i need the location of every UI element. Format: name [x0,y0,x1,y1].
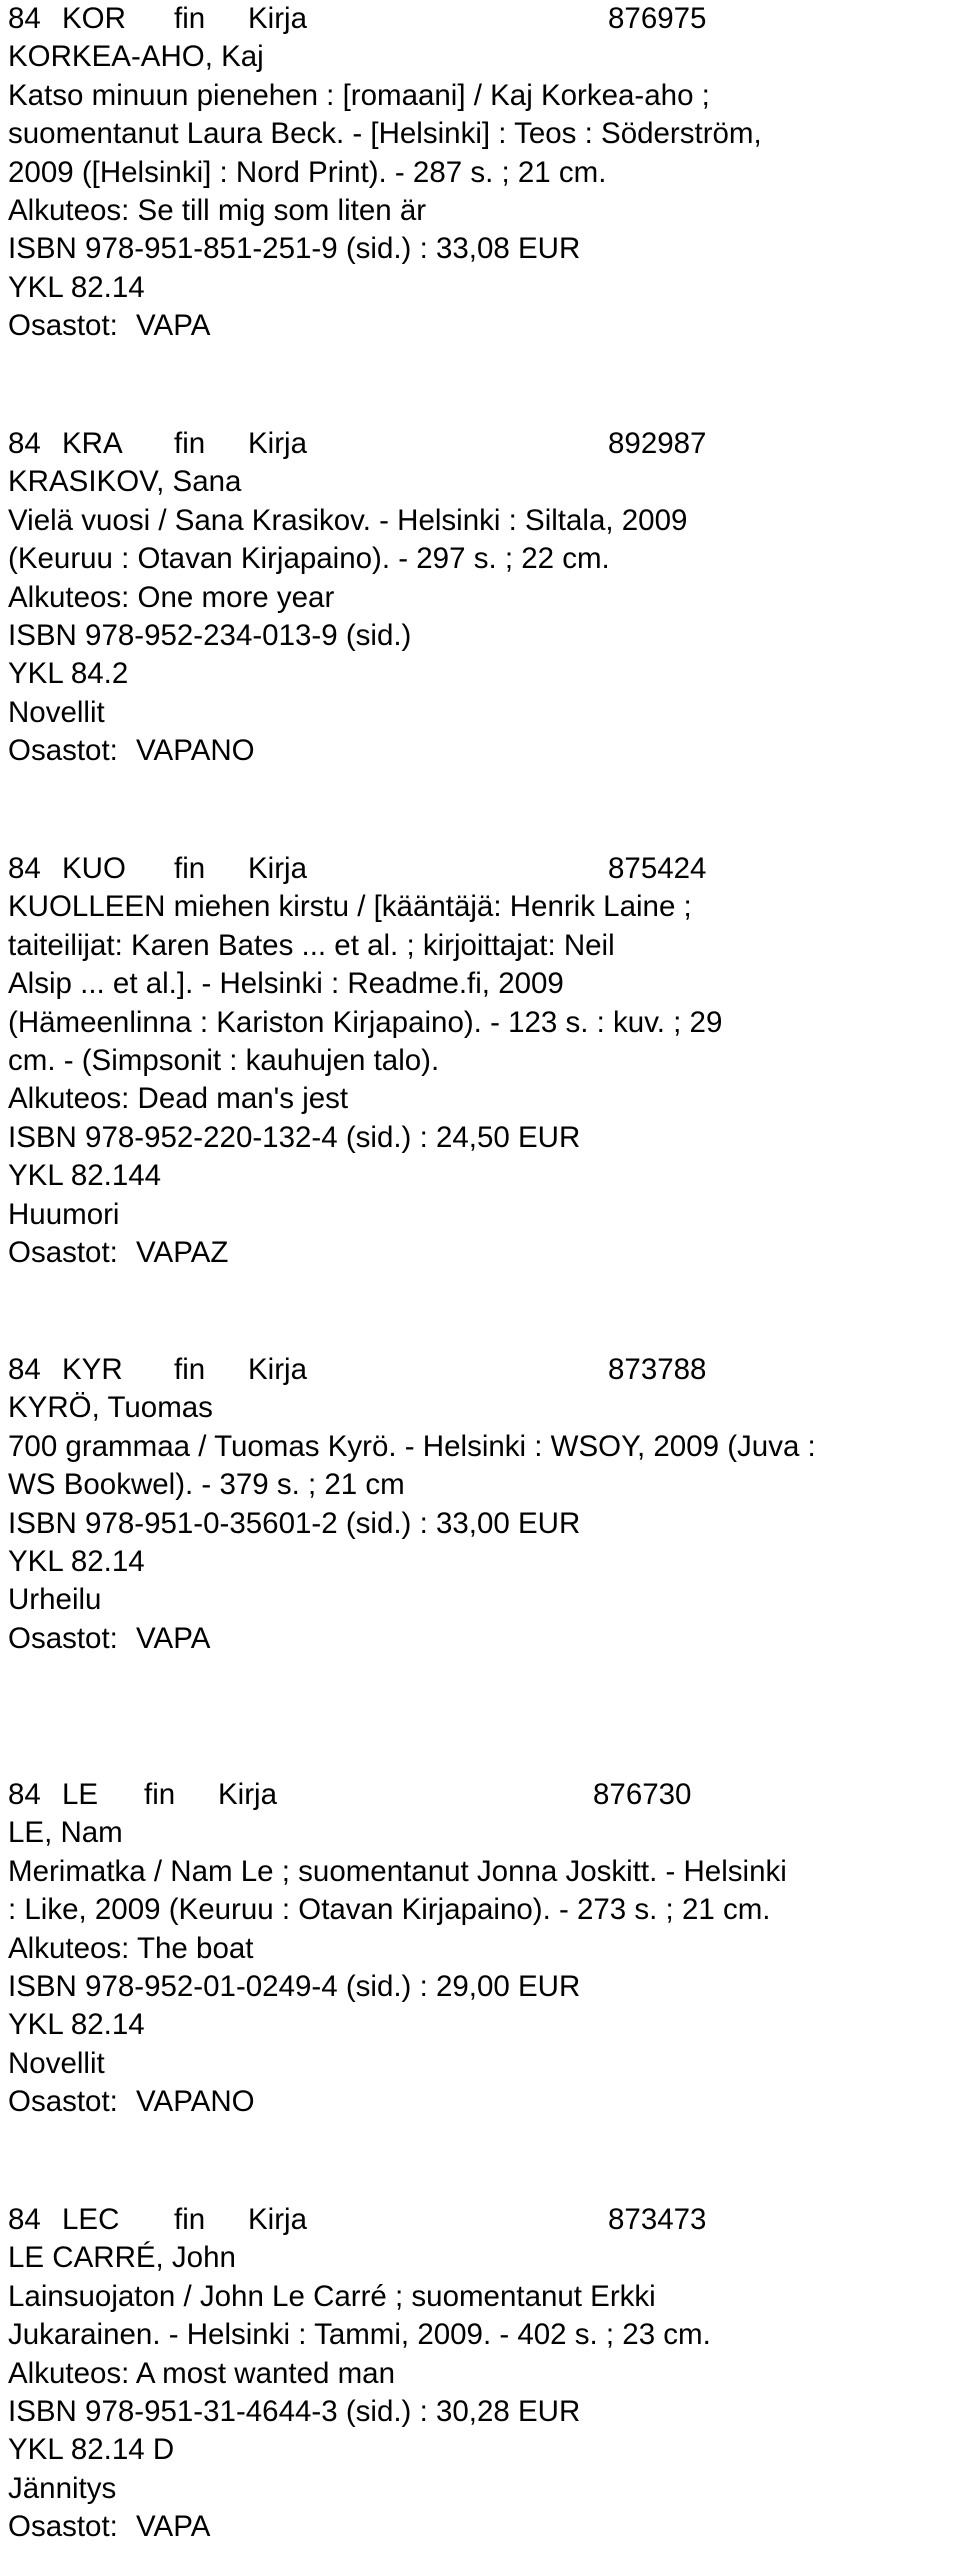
entry-ykl: YKL 82.14 [8,1544,145,1578]
entry-original-title: Alkuteos: Dead man's jest [8,1082,349,1116]
entry-genre: Novellit [8,695,105,729]
catalog-entry [8,2201,948,2547]
entry-sections: Osastot: VAPANO [8,2085,255,2119]
entry-original-title: Alkuteos: A most wanted man [8,2356,395,2390]
entry-code: KRA [62,427,123,460]
entry-original-title: Alkuteos: One more year [8,580,335,614]
entry-genre: Urheilu [8,1583,102,1617]
entry-class: 84 [8,1778,41,1811]
entry-language: fin [174,2203,206,2236]
entry-type: Kirja [248,2203,308,2236]
entry-author: LE, Nam [8,1816,123,1850]
entry-header [8,2201,948,2239]
catalog-entry [8,850,948,1272]
entry-sections: Osastot: VAPAZ [8,1235,229,1269]
entry-sections: Osastot: VAPANO [8,734,255,768]
entry-text-line: 2009 ([Helsinki] : Nord Print). - 287 s. ; 21 cm. [8,155,607,189]
entry-number: 892987 [608,427,707,460]
entry-text-line: : Like, 2009 (Keuruu : Otavan Kirjapaino). - 273 s. ; 21 cm. [8,1893,771,1927]
entry-type: Kirja [248,1353,308,1386]
entry-code: LEC [62,2203,120,2236]
entry-language: fin [174,427,206,460]
entry-class: 84 [8,852,41,885]
entry-class: 84 [8,2,41,35]
catalog-entry [8,1351,948,1658]
entry-sections: Osastot: VAPA [8,309,211,343]
entry-text-line: Alsip ... et al.]. - Helsinki : Readme.fi, 2009 [8,967,564,1001]
entry-class: 84 [8,2203,41,2236]
entry-text-line: suomentanut Laura Beck. - [Helsinki] : Teos : Söderström, [8,117,762,151]
entry-text-line: (Hämeenlinna : Kariston Kirjapaino). - 123 s. : kuv. ; 29 [8,1005,723,1039]
entry-title: Merimatka / Nam Le ; suomentanut Jonna Joskitt. - Helsinki [8,1854,787,1888]
catalog-entry [8,1776,948,2122]
entry-header [8,1351,948,1389]
entry-isbn: ISBN 978-952-220-132-4 (sid.) : 24,50 EUR [8,1120,581,1154]
entry-code: KYR [62,1353,123,1386]
entry-number: 876975 [608,2,707,35]
entry-ykl: YKL 84.2 [8,657,129,691]
entry-code: KUO [62,852,126,885]
entry-title: KUOLLEEN miehen kirstu / [kääntäjä: Henrik Laine ; [8,890,692,924]
entry-text-line: Jukarainen. - Helsinki : Tammi, 2009. - 402 s. ; 23 cm. [8,2318,711,2352]
entry-language: fin [174,1353,206,1386]
entry-code: KOR [62,2,126,35]
entry-text-line: WS Bookwel). - 379 s. ; 21 cm [8,1468,405,1502]
entry-isbn: ISBN 978-952-01-0249-4 (sid.) : 29,00 EUR [8,1969,581,2003]
entry-type: Kirja [248,852,308,885]
entry-number: 873788 [608,1353,707,1386]
entry-isbn: ISBN 978-951-0-35601-2 (sid.) : 33,00 EUR [8,1506,581,1540]
entry-original-title: Alkuteos: Se till mig som liten är [8,193,427,227]
entry-author: KRASIKOV, Sana [8,465,242,499]
entry-number: 875424 [608,852,707,885]
entry-class: 84 [8,1353,41,1386]
entry-header [8,425,948,463]
entry-number: 876730 [593,1778,692,1811]
entry-genre: Jännitys [8,2471,117,2505]
entry-class: 84 [8,427,41,460]
entry-header [8,850,948,888]
entry-isbn: ISBN 978-952-234-013-9 (sid.) [8,618,412,652]
entry-sections: Osastot: VAPA [8,1621,211,1655]
entry-original-title: Alkuteos: The boat [8,1931,254,1965]
catalog-entry [8,0,948,346]
entry-title: Vielä vuosi / Sana Krasikov. - Helsinki : Siltala, 2009 [8,503,688,537]
entry-language: fin [144,1778,176,1811]
entry-isbn: ISBN 978-951-851-251-9 (sid.) : 33,08 EUR [8,232,581,266]
entry-ykl: YKL 82.14 D [8,2433,175,2467]
entry-title: 700 grammaa / Tuomas Kyrö. - Helsinki : WSOY, 2009 (Juva : [8,1429,816,1463]
entry-ykl: YKL 82.144 [8,1159,162,1193]
entry-ykl: YKL 82.14 [8,2008,145,2042]
entry-ykl: YKL 82.14 [8,270,145,304]
entry-header [8,1776,948,1814]
entry-text-line: (Keuruu : Otavan Kirjapaino). - 297 s. ; 22 cm. [8,542,610,576]
entry-sections: Osastot: VAPA [8,2510,211,2544]
entry-type: Kirja [218,1778,278,1811]
entry-author: KYRÖ, Tuomas [8,1391,213,1425]
entry-author: KORKEA-AHO, Kaj [8,40,264,74]
entry-type: Kirja [248,427,308,460]
entry-genre: Huumori [8,1197,120,1231]
entry-text-line: taiteilijat: Karen Bates ... et al. ; kirjoittajat: Neil [8,928,615,962]
entry-title: Lainsuojaton / John Le Carré ; suomentanut Erkki [8,2279,656,2313]
entry-title: Katso minuun pienehen : [romaani] / Kaj Korkea-aho ; [8,78,710,112]
entry-language: fin [174,2,206,35]
catalog-entry [8,425,948,771]
entry-text-line: cm. - (Simpsonit : kauhujen talo). [8,1043,440,1077]
entry-header [8,0,948,38]
entry-number: 873473 [608,2203,707,2236]
entry-author: LE CARRÉ, John [8,2241,236,2275]
entry-language: fin [174,852,206,885]
entry-isbn: ISBN 978-951-31-4644-3 (sid.) : 30,28 EUR [8,2394,581,2428]
entry-type: Kirja [248,2,308,35]
entry-genre: Novellit [8,2046,105,2080]
entry-code: LE [62,1778,99,1811]
